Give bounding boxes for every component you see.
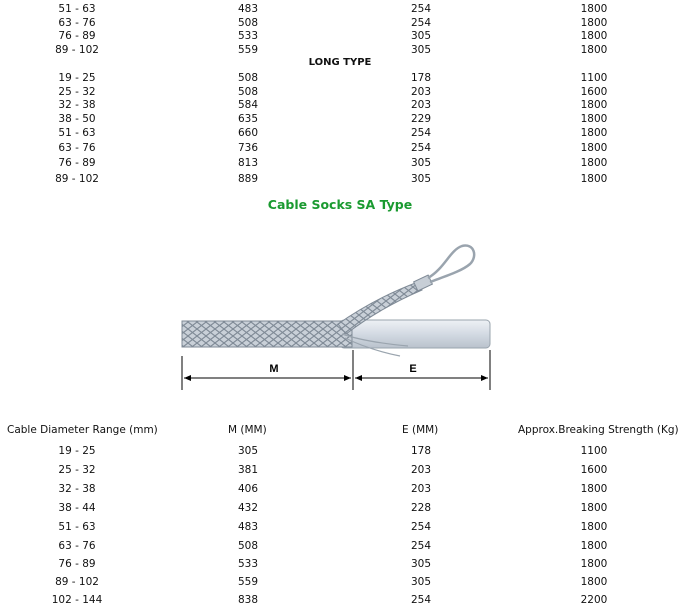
column-header-m: M (MM): [228, 424, 267, 436]
m-cell: 483: [237, 521, 259, 533]
strength-cell: 1800: [580, 99, 608, 111]
m-cell: 533: [237, 30, 259, 42]
table-row: [0, 30, 680, 45]
diameter-cell: 25 - 32: [58, 464, 96, 476]
e-cell: 229: [410, 113, 432, 125]
diameter-cell: 102 - 144: [51, 594, 103, 606]
table-row: [0, 540, 680, 555]
m-label: M: [269, 363, 279, 375]
m-cell: 508: [237, 17, 259, 29]
strength-cell: 1800: [580, 521, 608, 533]
strength-cell: 1800: [580, 44, 608, 56]
column-header-diameter: Cable Diameter Range (mm): [7, 424, 158, 436]
table-row: [0, 464, 680, 479]
m-cell: 508: [237, 540, 259, 552]
e-cell: 254: [410, 594, 432, 606]
diameter-cell: 76 - 89: [58, 558, 96, 570]
e-cell: 305: [410, 30, 432, 42]
sa-type-heading: Cable Socks SA Type: [267, 197, 413, 212]
diameter-cell: 38 - 50: [58, 113, 96, 125]
arrowhead: [184, 375, 191, 381]
table-row: [0, 113, 680, 128]
diameter-cell: 51 - 63: [58, 3, 96, 15]
table-row: [0, 72, 680, 87]
m-cell: 483: [237, 3, 259, 15]
strength-cell: 1800: [580, 173, 608, 185]
table-row: [0, 594, 680, 609]
m-cell: 635: [237, 113, 259, 125]
diameter-cell: 32 - 38: [58, 483, 96, 495]
strength-cell: 1600: [580, 86, 608, 98]
m-cell: 381: [237, 464, 259, 476]
diameter-cell: 76 - 89: [58, 157, 96, 169]
diameter-cell: 25 - 32: [58, 86, 96, 98]
e-cell: 254: [410, 17, 432, 29]
strength-cell: 1800: [580, 502, 608, 514]
e-label: E: [409, 363, 417, 375]
e-cell: 228: [410, 502, 432, 514]
e-cell: 254: [410, 127, 432, 139]
e-cell: 305: [410, 173, 432, 185]
diameter-cell: 51 - 63: [58, 521, 96, 533]
table-row: [0, 173, 680, 188]
m-cell: 838: [237, 594, 259, 606]
m-cell: 559: [237, 44, 259, 56]
strength-cell: 1800: [580, 113, 608, 125]
strength-cell: 1600: [580, 464, 608, 476]
mesh-sock: [182, 321, 352, 347]
table-row: [0, 142, 680, 157]
table-row: [0, 483, 680, 498]
m-cell: 660: [237, 127, 259, 139]
table-row: [0, 445, 680, 460]
e-cell: 305: [410, 558, 432, 570]
diameter-cell: 63 - 76: [58, 540, 96, 552]
strength-cell: 1800: [580, 142, 608, 154]
e-cell: 305: [410, 576, 432, 588]
diameter-cell: 89 - 102: [55, 576, 99, 588]
column-header-strength: Approx.Breaking Strength (Kg): [518, 424, 679, 436]
e-cell: 203: [410, 483, 432, 495]
diameter-cell: 32 - 38: [58, 99, 96, 111]
strength-cell: 1800: [580, 157, 608, 169]
e-cell: 203: [410, 464, 432, 476]
diameter-cell: 76 - 89: [58, 30, 96, 42]
strength-cell: 1800: [580, 17, 608, 29]
strength-cell: 1800: [580, 576, 608, 588]
m-cell: 736: [237, 142, 259, 154]
table-row: [0, 558, 680, 573]
e-cell: 305: [410, 157, 432, 169]
m-cell: 533: [237, 558, 259, 570]
strength-cell: 1100: [580, 445, 608, 457]
table-row: [0, 521, 680, 536]
diameter-cell: 89 - 102: [55, 44, 99, 56]
e-cell: 254: [410, 540, 432, 552]
table-header: [0, 424, 680, 439]
arrowhead: [344, 375, 351, 381]
diameter-cell: 19 - 25: [58, 445, 96, 457]
strength-cell: 1800: [580, 540, 608, 552]
diameter-cell: 19 - 25: [58, 72, 96, 84]
diameter-cell: 51 - 63: [58, 127, 96, 139]
e-cell: 178: [410, 72, 432, 84]
diameter-cell: 63 - 76: [58, 142, 96, 154]
pull-loop: [428, 246, 474, 282]
column-header-e: E (MM): [402, 424, 439, 436]
m-cell: 813: [237, 157, 259, 169]
strength-cell: 2200: [580, 594, 608, 606]
arrowhead: [481, 375, 488, 381]
strength-cell: 1800: [580, 30, 608, 42]
e-cell: 305: [410, 44, 432, 56]
table-row: [0, 127, 680, 142]
long-type-title: LONG TYPE: [308, 57, 372, 68]
m-cell: 432: [237, 502, 259, 514]
m-cell: 305: [237, 445, 259, 457]
m-cell: 508: [237, 86, 259, 98]
m-cell: 559: [237, 576, 259, 588]
diameter-cell: 89 - 102: [55, 173, 99, 185]
strength-cell: 1800: [580, 3, 608, 15]
table-row: [0, 157, 680, 172]
table-row: [0, 99, 680, 114]
m-cell: 584: [237, 99, 259, 111]
table-row: [0, 502, 680, 517]
m-cell: 406: [237, 483, 259, 495]
e-cell: 203: [410, 86, 432, 98]
strength-cell: 1800: [580, 127, 608, 139]
e-cell: 254: [410, 521, 432, 533]
strength-cell: 1800: [580, 483, 608, 495]
e-cell: 178: [410, 445, 432, 457]
diameter-cell: 38 - 44: [58, 502, 96, 514]
e-cell: 254: [410, 142, 432, 154]
m-cell: 508: [237, 72, 259, 84]
cable-sock-diagram: [170, 238, 500, 398]
cable: [340, 320, 490, 348]
table-row: [0, 576, 680, 591]
m-cell: 889: [237, 173, 259, 185]
arrowhead: [355, 375, 362, 381]
e-cell: 254: [410, 3, 432, 15]
strength-cell: 1100: [580, 72, 608, 84]
e-cell: 203: [410, 99, 432, 111]
diameter-cell: 63 - 76: [58, 17, 96, 29]
strength-cell: 1800: [580, 558, 608, 570]
table-row: [0, 3, 680, 18]
